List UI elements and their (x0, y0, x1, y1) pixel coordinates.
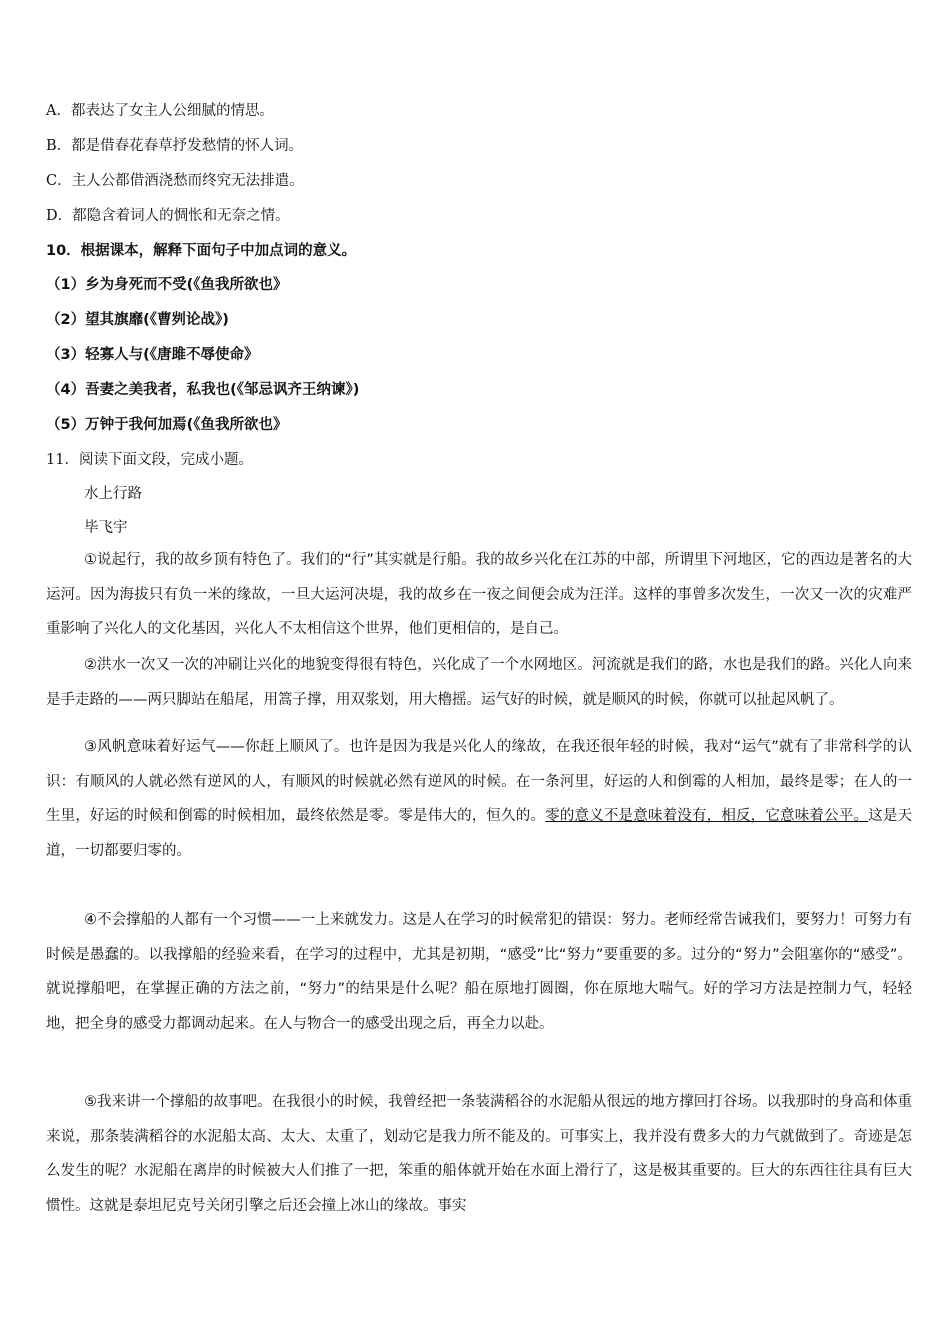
paragraph-5: ⑤我来讲一个撑船的故事吧。在我很小的时候，我曾经把一条装满稻谷的水泥船从很远的地方撑回打谷场。以我那时的身高和体重来说，那条装满稻谷的水泥船太高、太大、太重了，划动它是我力所不能及的。可事实上，我并没有费多大的力气就做到了。奇迹是怎么发生的呢？水泥船在离岸的时候被大人们推了一把，笨重的船体就开始在水面上滑行了，这是极其重要的。巨大的东西往往具有巨大惯性。这就是泰坦尼克号关闭引擎之后还会撞上冰山的缘故。事实 (46, 1094, 912, 1214)
question-10-item-5: （5）万钟于我何加焉(《鱼我所欲也》 (46, 417, 288, 433)
article-author: 毕飞宇 (84, 520, 128, 536)
paragraph-3 (46, 730, 912, 868)
article-title: 水上行路 (84, 486, 142, 502)
paragraph-1: ①说起行，我的故乡顶有特色了。我们的“行”其实就是行船。我的故乡兴化在江苏的中部，所谓里下河地区，它的西边是著名的大运河。因为海拔只有负一米的缘故，一旦大运河决堤，我的故乡在一夜之间便会成为汪洋。这样的事曾多次发生，一次又一次的灾难严重影响了兴化人的文化基因，兴化人不太相信这个世界，他们更相信的，是自己。 (46, 552, 912, 637)
paragraph-4: ④不会撑船的人都有一个习惯——一上来就发力。这是人在学习的时候常犯的错误：努力。老师经常告诫我们，要努力！可努力有时候是愚蠢的。以我撑船的经验来看，在学习的过程中，尤其是初期，“感受”比“努力”要重要的多。过分的“努力”会阻塞你的“感受”。就说撑船吧，在掌握正确的方法之前，“努力”的结果是什么呢？船在原地打圆圈，你在原地大喘气。好的学习方法是控制力气，轻轻地，把全身的感受力都调动起来。在人与物合一的感受出现之后，再全力以赴。 (46, 912, 912, 1032)
question-10-title: 10．根据课本，解释下面句子中加点词的意义。 (46, 243, 357, 259)
paragraph-2: ②洪水一次又一次的冲刷让兴化的地貌变得很有特色，兴化成了一个水网地区。河流就是我们的路，水也是我们的路。兴化人向来是手走路的——两只脚站在船尾，用篙子撑，用双浆划，用大櫓摇。运气好的时候，就是顺风的时候，你就可以扯起风帆了。 (46, 657, 912, 708)
option-c: C．主人公都借酒浇愁而终究无法排遣。 (46, 173, 304, 189)
paragraph-3-text-b: 这是天道，一切都要归零的。 (46, 808, 913, 859)
question-10-item-4: （4）吾妻之美我者，私我也(《邹忌讽齐王纳谏》) (46, 382, 360, 398)
option-d: D．都隐含着词人的惆怅和无奈之情。 (46, 208, 290, 224)
question-11-title: 11．阅读下面文段，完成小题。 (46, 452, 253, 468)
option-b: B．都是借春花春草抒发愁情的怀人词。 (46, 138, 304, 154)
question-10-item-2: （2）望其旗靡(《曹刿论战》) (46, 312, 229, 328)
option-a: A．都表达了女主人公细腻的情思。 (46, 103, 274, 119)
question-10-item-3: （3）轻寡人与(《唐雎不辱使命》 (46, 347, 259, 363)
paragraph-3-underlined-sentence: 零的意义不是意味着没有，相反，它意味着公平。 (545, 808, 869, 824)
paragraph-3-text-a: ③风帆意味着好运气——你赶上顺风了。也许是因为我是兴化人的缘故，在我还很年轻的时候，我对“运气”就有了非常科学的认识：有顺风的人就必然有逆风的人，有顺风的时候就必然有逆风的时候。在一条河里，好运的人和倒霉的人相加，最终是零；在人的一生里，好运的时候和倒霉的时候相加，最终依然是零。零是伟大的，恒久的。 (46, 739, 912, 824)
question-10-item-1: （1）乡为身死而不受(《鱼我所欲也》 (46, 277, 288, 293)
